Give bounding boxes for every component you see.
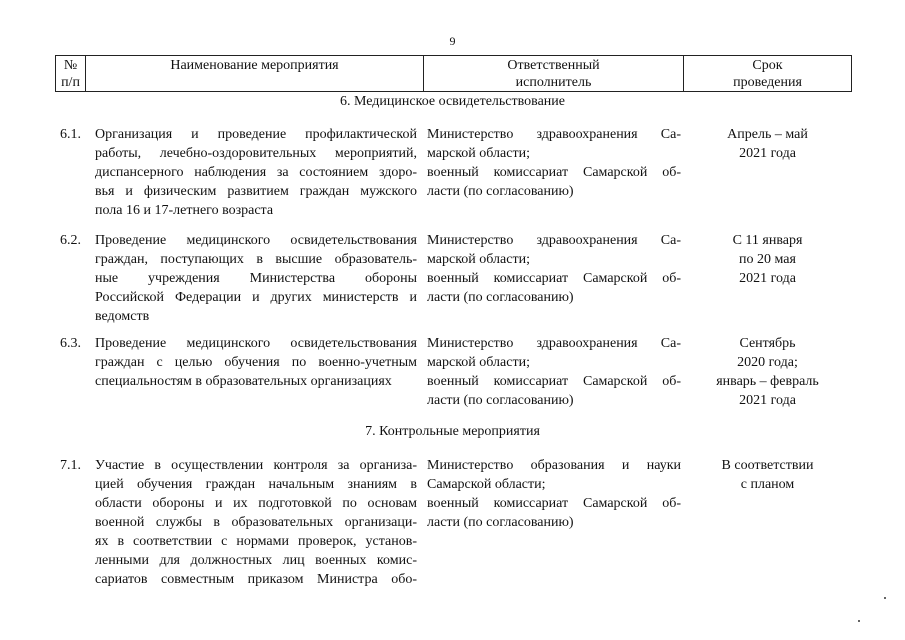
item-name: Проведение медицинского освидетельствования граждан, поступающих в высшие образователь- ные учреждения Министерства обороны Российской Федерации и других министерств и ведомств bbox=[95, 233, 417, 324]
header-col-name: Наименование мероприятия bbox=[86, 56, 424, 92]
item-term: В соответствии с планом bbox=[721, 458, 814, 492]
item-responsible: Министерство здравоохранения Са- марской области; военный комиссариат Самарской об- ласти (по согласованию) bbox=[427, 233, 681, 305]
item-number: 6.3. bbox=[60, 336, 81, 351]
item-name: Проведение медицинского освидетельствования граждан с целью обучения по военно-учетным специальностям в образовательных организациях bbox=[95, 336, 417, 389]
item-term: С 11 января по 20 мая 2021 года bbox=[732, 233, 803, 286]
item-name: Организация и проведение профилактической работы, лечебно-оздоровительных мероприятий, диспансерного наблюдения за состоянием здоро- вья и физическим развитием граждан мужского пола 16 и 17-летнего возраста bbox=[95, 127, 417, 218]
item-number: 6.2. bbox=[60, 233, 81, 248]
table-header bbox=[55, 55, 852, 92]
item-name: Участие в осуществлении контроля за организа- цией обучения граждан начальным знаниям в области обороны и их подготовкой по основам военной службы в образовательных организаци- ях в соответствии с нормами проверок, установ- ленными для должностных лиц военных комис- сариатов совместным приказом Министра обо- bbox=[95, 458, 417, 587]
header-col-term: Срок проведения bbox=[684, 56, 852, 92]
item-number: 6.1. bbox=[60, 127, 81, 142]
page-number: 9 bbox=[449, 34, 456, 48]
section-title: 7. Контрольные мероприятия bbox=[365, 424, 540, 439]
item-responsible: Министерство здравоохранения Са- марской области; военный комиссариат Самарской об- ласти (по согласованию) bbox=[427, 127, 681, 199]
item-number: 7.1. bbox=[60, 458, 81, 473]
scan-speck bbox=[884, 597, 886, 599]
header-col-responsible: Ответственный исполнитель bbox=[424, 56, 684, 92]
section-title: 6. Медицинское освидетельствование bbox=[340, 94, 565, 109]
item-term: Апрель – май 2021 года bbox=[727, 127, 808, 161]
item-responsible: Министерство образования и науки Самарской области; военный комиссариат Самарской об- ласти (по согласованию) bbox=[427, 458, 681, 530]
header-row bbox=[56, 56, 852, 92]
header-col-number: № п/п bbox=[56, 56, 86, 92]
item-responsible: Министерство здравоохранения Са- марской области; военный комиссариат Самарской об- ласти (по согласованию) bbox=[427, 336, 681, 408]
scan-speck bbox=[858, 620, 860, 622]
item-term: Сентябрь 2020 года; январь – февраль 2021 года bbox=[716, 336, 819, 408]
